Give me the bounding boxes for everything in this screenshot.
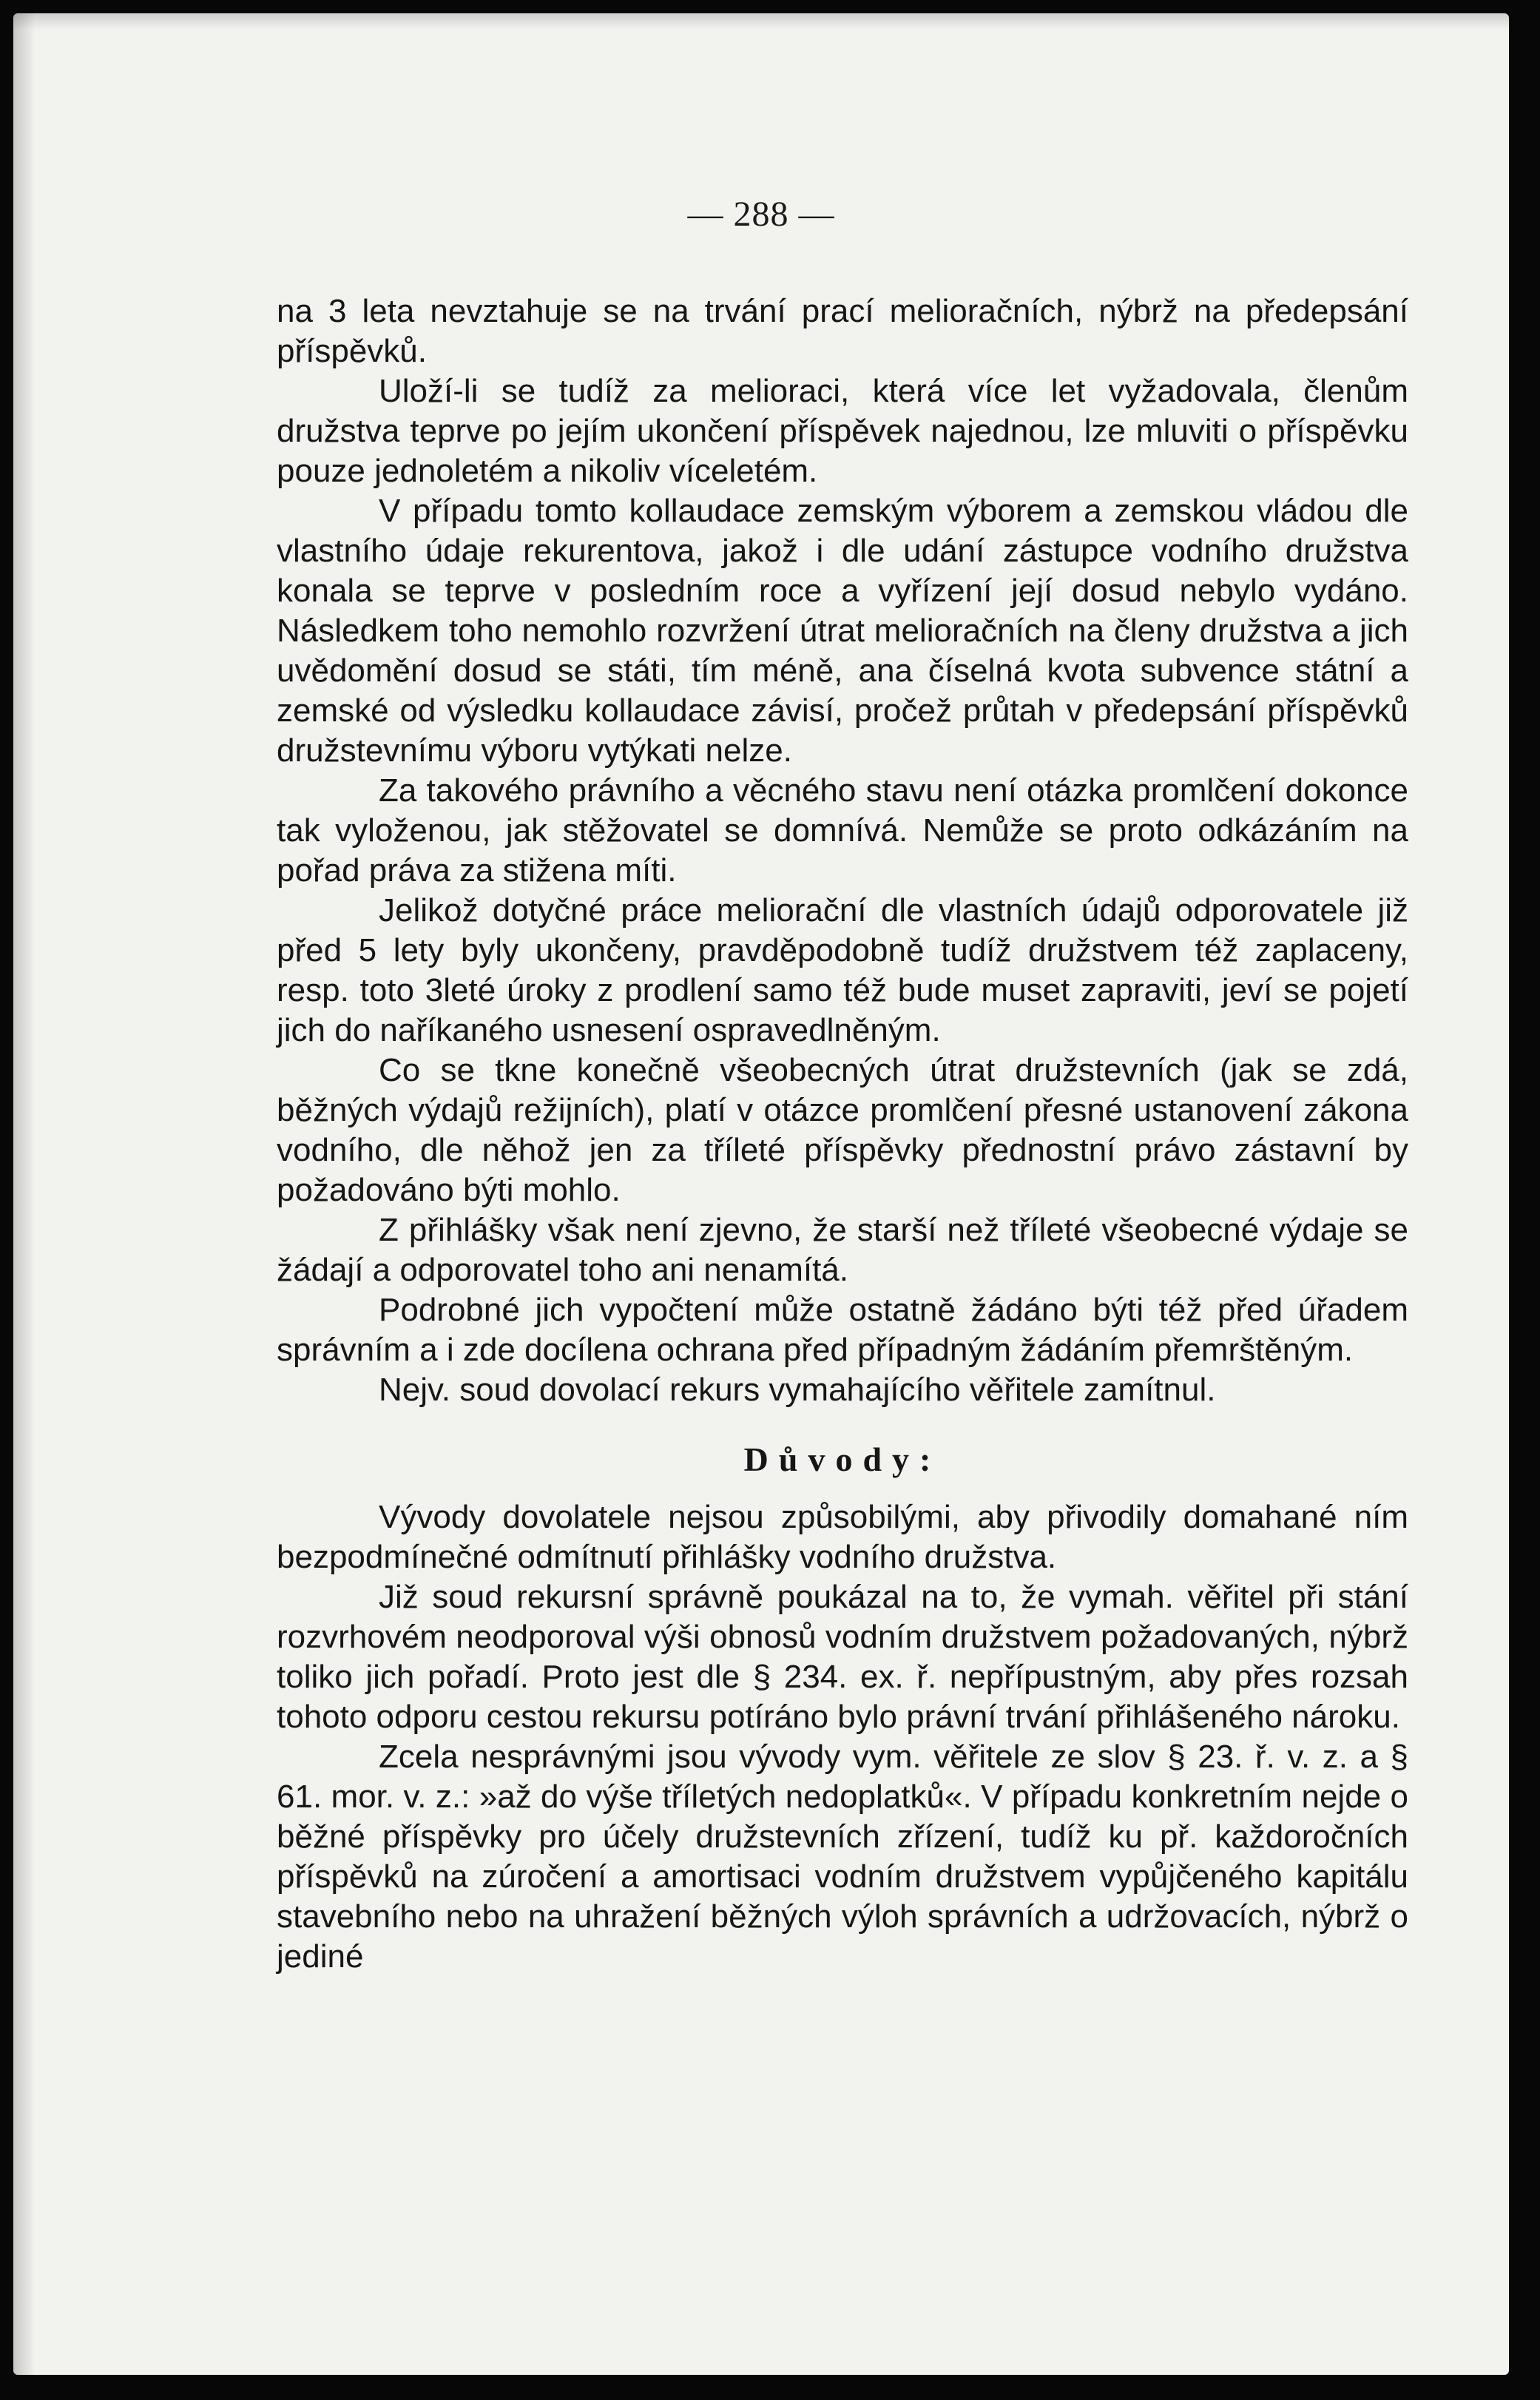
paragraph: Nejv. soud dovolací rekurs vymahajícího věřitele zamítnul. <box>379 1372 1216 1408</box>
paragraph: Z přihlášky však není zjevno, že starší než tříleté všeobecné výdaje se žádají a odporovatel toho ani nenamítá. <box>277 1212 1408 1288</box>
paragraph: V případu tomto kollaudace zemským výborem a zemskou vládou dle vlastního údaje rekurentova, jakož i dle udání zástupce vodního družstva konala se teprve v posledním roce a vyřízení její dosud nebylo vydáno. Následkem toho nemohlo rozvržení útrat melioračních na členy družstva a jich uvědomění dosud se státi, tím méně, ana číselná kvota subvence státní a zemské od výsledku kollaudace závisí, pročež průtah v předepsání příspěvků družstevnímu výboru vytýkati nelze. <box>277 493 1408 769</box>
paragraph: Podrobné jich vypočtení může ostatně žádáno býti též před úřadem správním a i zde docílena ochrana před případným žádáním přemrštěným. <box>277 1292 1408 1368</box>
page-body <box>277 291 1408 1977</box>
paragraph: Za takového právního a věcného stavu není otázka promlčení dokonce tak vyloženou, jak stěžovatel se domnívá. Nemůže se proto odkázáním na pořad práva za stižena míti. <box>277 772 1408 889</box>
section-heading: Důvody: <box>743 1440 942 1478</box>
paragraph: na 3 leta nevztahuje se na trvání prací melioračních, nýbrž na předepsání příspěvků. <box>277 293 1408 369</box>
page-number: — 288 — <box>687 195 835 234</box>
paragraph: Zcela nesprávnými jsou vývody vym. věřitele ze slov § 23. ř. v. z. a § 61. mor. v. z.: »až do výše tříletých nedoplatků«. V případu konkretním nejde o běžné příspěvky pro účely družstevních zřízení, tudíž ku př. každoročních příspěvků na zúročení a amortisaci vodním družstvem vypůjčeného kapitálu stavebního nebo na uhražení běžných výloh správních a udržovacích, nýbrž o jediné <box>277 1739 1408 1975</box>
paragraph: Uloží-li se tudíž za melioraci, která více let vyžadovala, členům družstva teprve po jejím ukončení příspěvek najednou, lze mluviti o příspěvku pouze jednoletém a nikoliv víceletém. <box>277 373 1408 489</box>
page-top-shadow <box>13 13 1509 30</box>
paragraph: Jelikož dotyčné práce meliorační dle vlastních údajů odporovatele již před 5 lety byly ukončeny, pravděpodobně tudíž družstvem též zaplaceny, resp. toto 3leté úroky z prodlení samo též bude muset zapraviti, jeví se pojetí jich do naříkaného usnesení ospravedlněným. <box>277 892 1408 1048</box>
paragraph: Vývody dovolatele nejsou způsobilými, aby přivodily domahané ním bezpodmínečné odmítnutí přihlášky vodního družstva. <box>277 1499 1408 1575</box>
page-edge-shadow <box>13 13 36 2375</box>
document-page <box>13 13 1509 2375</box>
paragraph: Již soud rekursní správně poukázal na to, že vymah. věřitel při stání rozvrhovém neodporoval výši obnosů vodním družstvem požadovaných, nýbrž toliko jich pořadí. Proto jest dle § 234. ex. ř. nepřípustným, aby přes rozsah tohoto odporu cestou rekursu potíráno bylo právní trvání přihlášeného nároku. <box>277 1579 1408 1735</box>
paragraph: Co se tkne konečně všeobecných útrat družstevních (jak se zdá, běžných výdajů režijních), platí v otázce promlčení přesné ustanovení zákona vodního, dle něhož jen za tříleté příspěvky přednostní právo zástavní by požadováno býti mohlo. <box>277 1052 1408 1208</box>
